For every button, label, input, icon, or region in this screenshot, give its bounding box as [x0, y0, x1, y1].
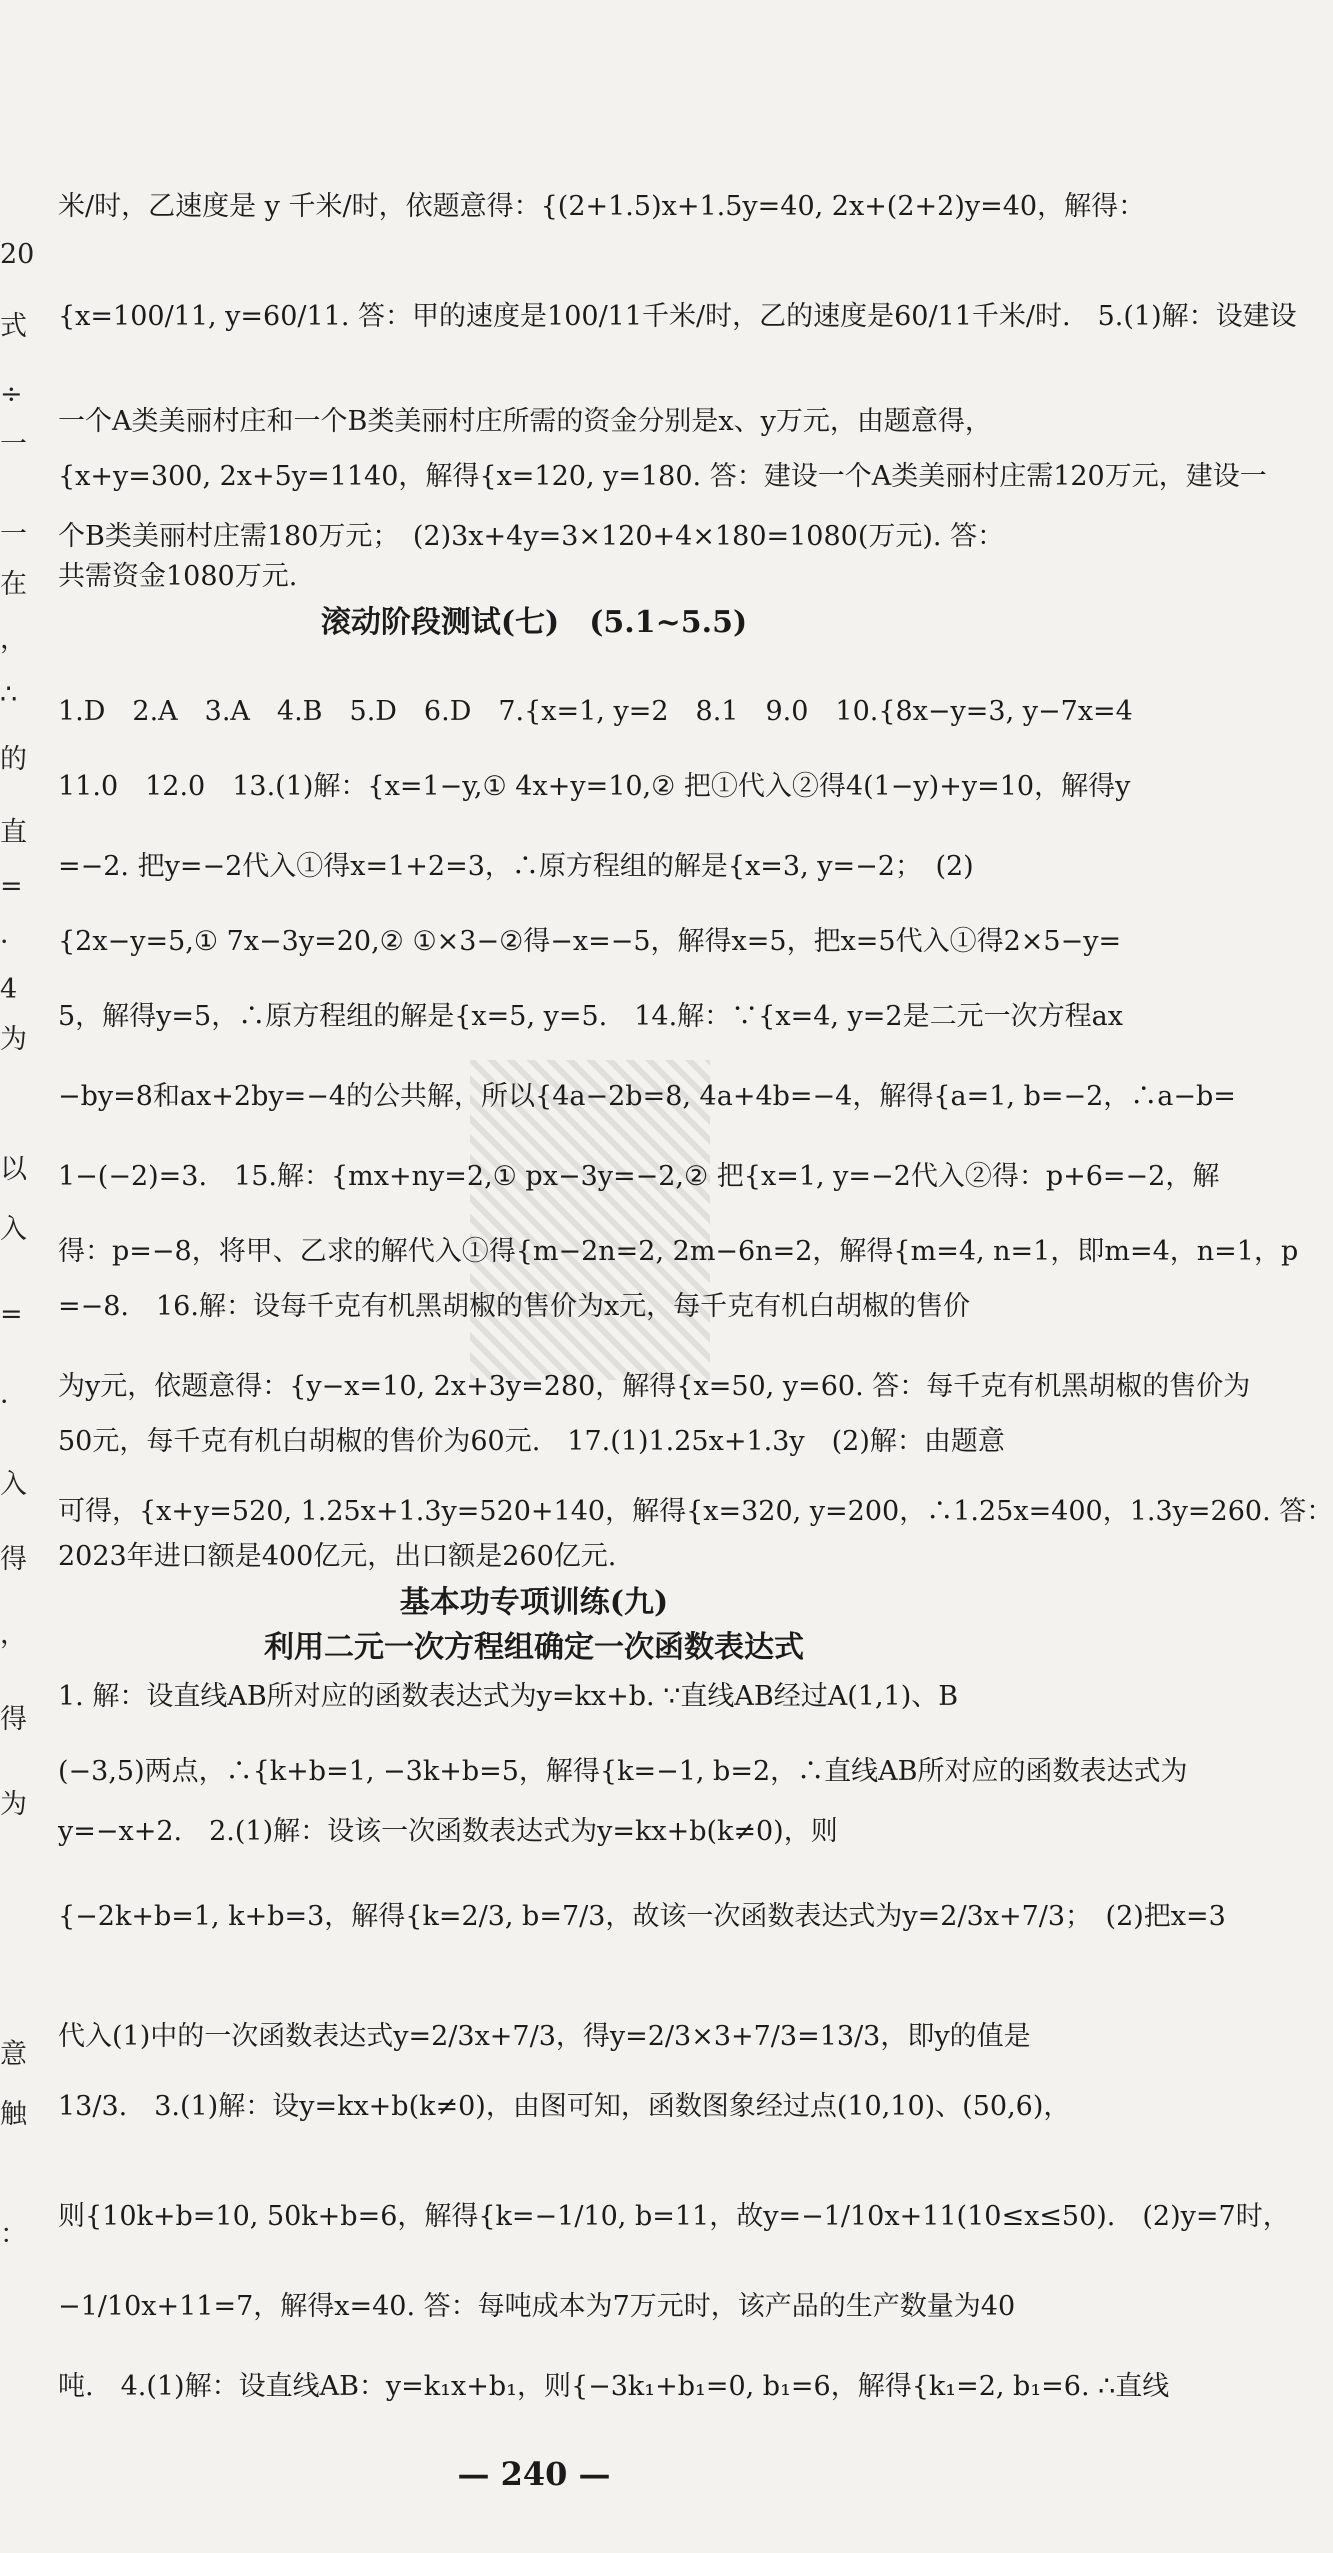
- margin-char: 在: [0, 569, 27, 600]
- text-line: 则{10k+b=10, 50k+b=6，解得{k=−1/10, b=11，故y=−1/10x+11(10≤x≤50). (2)y=7时，: [58, 2201, 1290, 2232]
- text-line: 1−(−2)=3. 15.解：{mx+ny=2,① px−3y=−2,② 把{x=1, y=−2代入②得：p+6=−2，解: [58, 1161, 1220, 1192]
- text-line: 11.0 12.0 13.(1)解：{x=1−y,① 4x+y=10,② 把①代入②得4(1−y)+y=10，解得y: [58, 771, 1131, 802]
- left-margin-fragments: [0, 0, 35, 2553]
- margin-char: 得: [0, 1704, 27, 1735]
- margin-char: 一: [0, 429, 27, 460]
- text-line: y=−x+2. 2.(1)解：设该一次函数表达式为y=kx+b(k≠0)，则: [58, 1816, 838, 1847]
- text-line: 50元，每千克有机白胡椒的售价为60元. 17.(1)1.25x+1.3y (2)解：由题意: [58, 1426, 1005, 1457]
- margin-char: 触: [0, 2099, 27, 2130]
- margin-char: ，: [0, 624, 27, 655]
- margin-char: 4: [0, 974, 18, 1005]
- margin-char: 一: [0, 519, 27, 550]
- text-line: {x=100/11, y=60/11. 答：甲的速度是100/11千米/时，乙的速度是60/11千米/时. 5.(1)解：设建设: [58, 301, 1297, 332]
- text-line: 得：p=−8，将甲、乙求的解代入①得{m−2n=2, 2m−6n=2，解得{m=4, n=1，即m=4，n=1，p: [58, 1236, 1299, 1267]
- margin-char: =: [0, 1299, 23, 1330]
- text-line: {x+y=300, 2x+5y=1140，解得{x=120, y=180. 答：建设一个A类美丽村庄需120万元，建设一: [58, 461, 1267, 492]
- text-line: 2023年进口额是400亿元，出口额是260亿元.: [58, 1541, 617, 1572]
- margin-char: ÷: [0, 379, 23, 410]
- text-line: 米/时，乙速度是 y 千米/时，依题意得：{(2+1.5)x+1.5y=40, 2x+(2+2)y=40，解得：: [58, 191, 1146, 222]
- margin-char: 20: [0, 239, 35, 270]
- margin-char: 为: [0, 1024, 27, 1055]
- margin-char: 以: [0, 1154, 27, 1185]
- section-title-topic: 利用二元一次方程组确定一次函数表达式: [264, 1630, 804, 1665]
- margin-char: 的: [0, 744, 27, 775]
- section-title-basic-training: 基本功专项训练(九): [399, 1585, 669, 1620]
- text-line: =−8. 16.解：设每千克有机黑胡椒的售价为x元，每千克有机白胡椒的售价: [58, 1291, 971, 1322]
- text-line: 13/3. 3.(1)解：设y=kx+b(k≠0)，由图可知，函数图象经过点(10,10)、(50,6)，: [58, 2091, 1071, 2122]
- margin-char: ，: [0, 1619, 27, 1650]
- margin-char: 得: [0, 1544, 27, 1575]
- page-number: — 240 —: [457, 2455, 611, 2493]
- margin-char: ：: [0, 2219, 27, 2250]
- margin-char: ．: [0, 919, 27, 950]
- text-line: 1. 解：设直线AB所对应的函数表达式为y=kx+b. ∵直线AB经过A(1,1)、B: [58, 1681, 959, 1712]
- text-line: 共需资金1080万元.: [58, 561, 298, 592]
- margin-char: =: [0, 871, 23, 902]
- text-line: (−3,5)两点，∴{k+b=1, −3k+b=5，解得{k=−1, b=2，∴直线AB所对应的函数表达式为: [58, 1756, 1188, 1787]
- text-line: 一个A类美丽村庄和一个B类美丽村庄所需的资金分别是x、y万元，由题意得，: [58, 406, 992, 437]
- margin-char: 意: [0, 2039, 27, 2070]
- margin-char: 入: [0, 1469, 27, 1500]
- text-line: 个B类美丽村庄需180万元； (2)3x+4y=3×120+4×180=1080(万元). 答：: [58, 521, 1005, 552]
- text-line: 1.D 2.A 3.A 4.B 5.D 6.D 7.{x=1, y=2 8.1 9.0 10.{8x−y=3, y−7x=4: [58, 696, 1133, 727]
- text-line: 5，解得y=5，∴原方程组的解是{x=5, y=5. 14.解：∵{x=4, y=2是二元一次方程ax: [58, 1001, 1123, 1032]
- text-line: {−2k+b=1, k+b=3，解得{k=2/3, b=7/3，故该一次函数表达式为y=2/3x+7/3； (2)把x=3: [58, 1901, 1226, 1932]
- text-line: {2x−y=5,① 7x−3y=20,② ①×3−②得−x=−5，解得x=5，把x=5代入①得2×5−y=: [58, 926, 1122, 957]
- text-line: 吨. 4.(1)解：设直线AB：y=k₁x+b₁，则{−3k₁+b₁=0, b₁=6，解得{k₁=2, b₁=6. ∴直线: [58, 2371, 1170, 2402]
- margin-char: ∴: [0, 679, 18, 710]
- margin-char: 式: [0, 311, 27, 342]
- text-line: −1/10x+11=7，解得x=40. 答：每吨成本为7万元时，该产品的生产数量为40: [58, 2291, 1016, 2322]
- text-line: =−2. 把y=−2代入①得x=1+2=3，∴原方程组的解是{x=3, y=−2； (2): [58, 851, 974, 882]
- text-line: 代入(1)中的一次函数表达式y=2/3x+7/3，得y=2/3×3+7/3=13/3，即y的值是: [58, 2021, 1031, 2052]
- margin-char: 为: [0, 1789, 27, 1820]
- text-line: 为y元，依题意得：{y−x=10, 2x+3y=280，解得{x=50, y=60. 答：每千克有机黑胡椒的售价为: [58, 1371, 1251, 1402]
- text-line: 可得，{x+y=520, 1.25x+1.3y=520+140，解得{x=320, y=200，∴1.25x=400，1.3y=260. 答：: [58, 1496, 1333, 1527]
- margin-char: 直: [0, 817, 27, 848]
- section-title-rolling-test: 滚动阶段测试(七) (5.1~5.5): [320, 605, 748, 640]
- margin-char: 入: [0, 1214, 27, 1245]
- margin-char: ．: [0, 1379, 27, 1410]
- text-line: −by=8和ax+2by=−4的公共解，所以{4a−2b=8, 4a+4b=−4，解得{a=1, b=−2，∴a−b=: [58, 1081, 1236, 1112]
